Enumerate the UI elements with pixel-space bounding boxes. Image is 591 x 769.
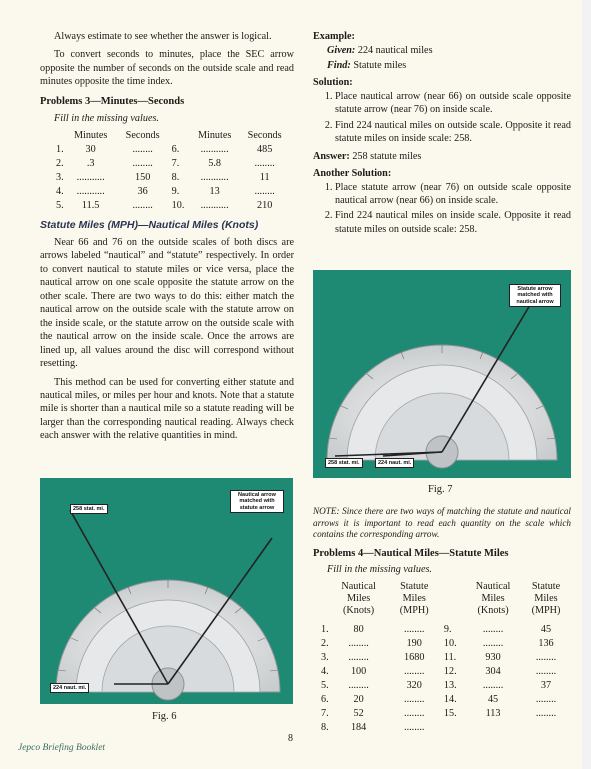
table-row xyxy=(319,665,571,679)
header-minutes-2: Minutes xyxy=(197,130,232,142)
cell: ........ xyxy=(535,693,557,705)
table-row xyxy=(319,679,571,693)
solution-steps xyxy=(313,90,571,146)
find-line xyxy=(327,59,571,72)
table-row xyxy=(54,171,290,185)
table-row xyxy=(54,185,290,199)
figure-7-callout-statute-arrow: Statute arrow matched with nautical arrow xyxy=(509,284,561,307)
given-value: 224 nautical miles xyxy=(357,45,433,57)
cell: ........... xyxy=(200,144,229,156)
cell: 80 xyxy=(353,623,364,635)
another-solution-steps xyxy=(313,181,571,237)
cell: ........... xyxy=(76,186,105,198)
cell: ........ xyxy=(348,637,369,649)
row-number: 5. xyxy=(56,200,64,212)
another-solution-step: 2. Find 224 nautical miles on inside scale. Opposite it read statute miles on outside scale: 258. xyxy=(335,209,571,236)
solution-step: 2. Find 224 nautical miles on outside scale. Opposite it read statute miles on inside scale: 258. xyxy=(335,119,571,146)
figure-6-callout-nautical-arrow: Nautical arrow matched with statute arrow xyxy=(230,490,284,513)
cell: 304 xyxy=(485,665,501,677)
cell: ........ xyxy=(254,186,275,198)
cell: 485 xyxy=(257,144,273,156)
header-seconds-2: Seconds xyxy=(247,130,282,142)
paragraph-estimate: Always estimate to see whether the answer is logical. xyxy=(54,31,272,42)
cell: 150 xyxy=(135,172,151,184)
cell: 136 xyxy=(538,637,554,649)
paragraph-arrows: Near 66 and 76 on the outside scales of both discs are arrows labeled “nautical” and “statute” respectively. In order to convert nautical to statute miles or vice versa, place the nautical arrow on one scale opposite the statute arrow on the other scale. There are two ways to do this: either match the nautical arrow on the outside scale with the statute arrow on the inside scale, or the statute arrow on the outside scale with the nautical arrow on the inside scale. Once the arrows are lined up, all values around the disc will correspond without resetting. xyxy=(40,236,294,370)
cell: ........ xyxy=(482,679,504,691)
figure-7-caption: Fig. 7 xyxy=(428,484,453,495)
row-number: 9. xyxy=(443,623,452,635)
figure-7-callout-258-stat: 258 stat. mi. xyxy=(325,458,363,468)
table-row xyxy=(54,157,290,171)
table-row xyxy=(319,623,571,637)
header-nautical-1: Nautical Miles (Knots) xyxy=(341,580,376,617)
row-number: 9. xyxy=(171,186,180,198)
row-number: 3. xyxy=(321,651,329,663)
header-seconds-1: Seconds xyxy=(125,130,160,142)
cell: 36 xyxy=(137,186,148,198)
booklet-footer: Jepco Briefing Booklet xyxy=(18,743,106,753)
cell: ........ xyxy=(348,651,369,663)
row-number: 6. xyxy=(321,693,329,705)
left-column xyxy=(40,30,294,448)
table-row xyxy=(54,143,290,157)
cell: ........ xyxy=(404,707,425,719)
cell: 930 xyxy=(485,651,501,663)
row-number: 15. xyxy=(443,707,457,719)
row-number: 3. xyxy=(56,172,64,184)
table-row xyxy=(319,721,571,735)
row-number: 8. xyxy=(171,172,180,184)
figure-7-callout-224-naut: 224 naut. mi. xyxy=(375,458,414,468)
problems-3-title: Problems 3—Minutes—Seconds xyxy=(40,95,185,107)
row-number: 2. xyxy=(56,158,64,170)
row-number: 2. xyxy=(321,637,329,649)
problems-3-header-row xyxy=(54,129,290,143)
right-column xyxy=(313,30,571,240)
row-number: 10. xyxy=(171,200,185,212)
cell: ........ xyxy=(254,158,275,170)
paragraph-seconds-to-minutes: To convert seconds to minutes, place the SEC arrow opposite the number of seconds on the outside scale and read minutes opposite the time index. xyxy=(40,49,294,88)
cell: 11 xyxy=(259,172,270,184)
header-statute-1: Statute Miles (MPH) xyxy=(399,580,429,617)
cell: ........ xyxy=(404,693,425,705)
row-number: 10. xyxy=(443,637,457,649)
row-number: 5. xyxy=(321,679,329,691)
cell: 37 xyxy=(540,679,552,691)
cell: 5.8 xyxy=(208,158,221,170)
cell: ........ xyxy=(132,144,153,156)
header-minutes-1: Minutes xyxy=(73,130,108,142)
solution-step: 1. Place nautical arrow (near 66) on outside scale opposite statute arrow (near 76) on inside scale. xyxy=(335,90,571,117)
cell: 210 xyxy=(257,200,273,212)
figure-6-callout-224-naut: 224 naut. mi. xyxy=(50,683,89,693)
row-number: 1. xyxy=(56,144,64,156)
note: NOTE: Since there are two ways of matching the statute and nautical arrows it is important to read each quantity on the scale which contains the corresponding arrow. xyxy=(313,506,571,539)
problems-3-instruction: Fill in the missing values. xyxy=(54,112,159,124)
cell: 13 xyxy=(209,186,220,198)
problems-3-table xyxy=(54,129,290,213)
cell: ........ xyxy=(535,651,557,663)
cell: ........ xyxy=(535,665,557,677)
problems-4-header-row xyxy=(319,581,571,623)
row-number: 4. xyxy=(321,665,329,677)
row-number: 13. xyxy=(443,679,457,691)
right-column-lower xyxy=(313,506,571,735)
problems-4-instruction: Fill in the missing values. xyxy=(327,564,432,576)
another-solution-label: Another Solution: xyxy=(313,168,392,180)
table-row xyxy=(319,693,571,707)
example-label: Example: xyxy=(313,31,355,42)
answer-label: Answer: xyxy=(313,150,350,162)
cell: 190 xyxy=(406,637,422,649)
given-label: Given: xyxy=(327,45,356,57)
paragraph-method: This method can be used for converting either statute and nautical miles, or miles per hour and knots. Note that a statute mile is shorter than a nautical mile so a statute reading will be larger than the corresponding nautical reading. Always check each answer with the relative quantities in mind. xyxy=(40,376,294,442)
row-number: 4. xyxy=(56,186,64,198)
cell: 320 xyxy=(406,679,422,691)
cell: ........... xyxy=(200,200,229,212)
cell: ........ xyxy=(482,623,504,635)
cell: .3 xyxy=(86,158,95,170)
cell: 100 xyxy=(350,665,367,677)
figure-6-caption: Fig. 6 xyxy=(152,711,177,722)
page-edge xyxy=(582,0,591,769)
row-number: 7. xyxy=(171,158,180,170)
cell: 1680 xyxy=(404,651,425,663)
cell: ........ xyxy=(535,707,557,719)
table-row xyxy=(54,199,290,213)
header-statute-2: Statute Miles (MPH) xyxy=(531,580,561,617)
cell: 11.5 xyxy=(81,200,100,212)
cell: 113 xyxy=(485,707,501,719)
table-row xyxy=(319,651,571,665)
cell: 52 xyxy=(353,707,364,719)
cell: 30 xyxy=(85,144,96,156)
cell: 184 xyxy=(350,721,367,733)
cell: ........ xyxy=(404,623,425,635)
row-number: 12. xyxy=(443,665,457,677)
cell: 20 xyxy=(353,693,364,705)
figure-6-callout-258-stat: 258 stat. mi. xyxy=(70,504,108,514)
row-number: 8. xyxy=(321,721,329,733)
page-number: 8 xyxy=(288,733,293,744)
problems-4-table xyxy=(319,581,571,735)
find-value: Statute miles xyxy=(353,59,407,71)
cell: ........ xyxy=(482,637,504,649)
problems-4-title: Problems 4—Nautical Miles—Statute Miles xyxy=(313,547,509,559)
section-title-statute-nautical: Statute Miles (MPH)—Nautical Miles (Knots) xyxy=(40,219,259,232)
cell: ........ xyxy=(348,679,369,691)
row-number: 6. xyxy=(171,144,180,156)
answer-line xyxy=(313,150,571,163)
header-nautical-2: Nautical Miles (Knots) xyxy=(475,580,511,617)
solution-label: Solution: xyxy=(313,77,353,89)
cell: 45 xyxy=(540,623,552,635)
cell: ........... xyxy=(200,172,229,184)
row-number: 11. xyxy=(443,651,457,663)
figure-7 xyxy=(313,270,571,478)
row-number: 7. xyxy=(321,707,329,719)
table-row xyxy=(319,707,571,721)
row-number: 14. xyxy=(443,693,457,705)
cell: ........ xyxy=(404,721,425,733)
cell: ........ xyxy=(404,665,425,677)
row-number: 1. xyxy=(321,623,329,635)
another-solution-step: 1. Place statute arrow (near 76) on outside scale opposite nautical arrow (near 66) on inside scale. xyxy=(335,181,571,208)
cell: ........... xyxy=(76,172,105,184)
cell: 45 xyxy=(487,693,499,705)
cell: ........ xyxy=(132,200,153,212)
given-line xyxy=(327,44,571,57)
cell: ........ xyxy=(132,158,153,170)
find-label: Find: xyxy=(327,59,351,71)
figure-6 xyxy=(40,478,293,704)
answer-value: 258 statute miles xyxy=(352,150,422,162)
table-row xyxy=(319,637,571,651)
